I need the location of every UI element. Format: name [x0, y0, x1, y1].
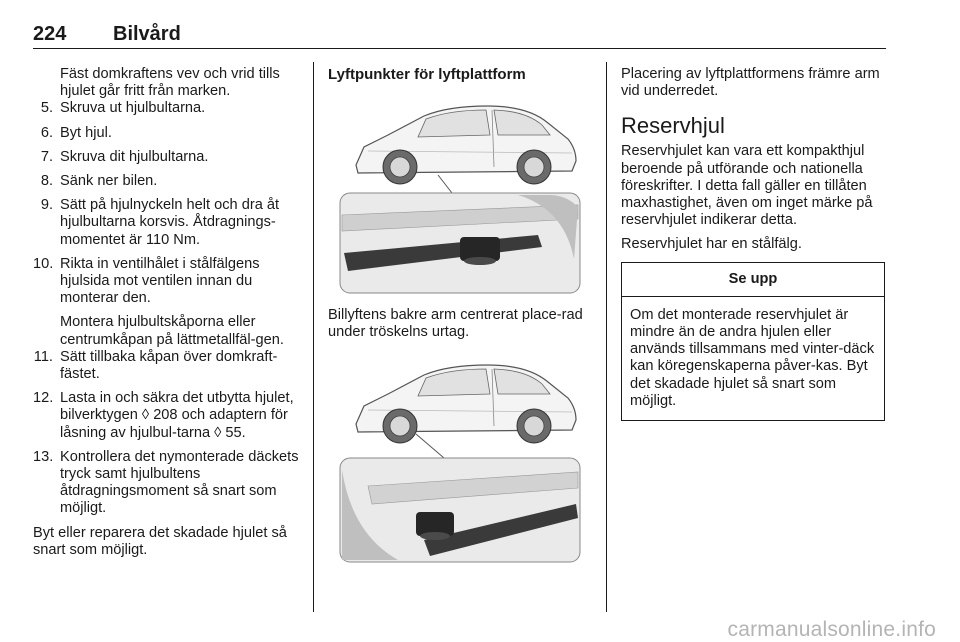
column-divider-right — [606, 62, 607, 612]
section-heading-lift-points: Lyftpunkter för lyftplattform — [328, 66, 526, 83]
spare-wheel-paragraph: Reservhjulet kan vara ett kompakthjul beroende på utförande och nationella föreskrifter. I detta fall gäller en tillåten maxhastighet, även om inget märke på reservhjulet indikerar detta. — [621, 143, 873, 229]
step-10-subparagraph: Montera hjulbultskåporna eller centrumkåpan på lättmetallfäl-gen. — [60, 314, 284, 348]
step-text: Sätt tillbaka kåpan över domkraft-fästet. — [60, 348, 278, 383]
warning-title: Se upp — [622, 263, 884, 297]
page-number: 224 — [33, 23, 67, 45]
step-number: 5. — [40, 100, 53, 117]
list-item-step-12 — [33, 390, 303, 442]
list-item-step-13 — [33, 449, 303, 518]
step-number: 8. — [40, 173, 53, 190]
step-number: 13. — [33, 448, 54, 465]
step-number: 7. — [40, 148, 53, 165]
step-text: Sänk ner bilen. — [60, 173, 158, 190]
figure-rear-lift-point — [328, 89, 590, 297]
list-item-step-9 — [33, 197, 303, 249]
step-text: Skruva dit hjulbultarna. — [60, 148, 209, 165]
list-item-step-8 — [33, 173, 303, 190]
step-number: 10. — [33, 255, 54, 272]
intro-paragraph: Fäst domkraftens vev och vrid tills hjulet går fritt från marken. — [60, 66, 280, 100]
step-number: 9. — [40, 197, 53, 214]
list-item-step-6 — [33, 125, 303, 142]
list-item-step-7 — [33, 149, 303, 166]
column-spare-wheel — [621, 66, 885, 421]
column-divider-left — [313, 62, 314, 612]
step-text: Rikta in ventilhålet i stålfälgens hjulsida mot ventilen innan du monterar den. — [60, 255, 260, 307]
column-lift-points — [328, 66, 590, 566]
step-number: 11. — [33, 348, 53, 365]
step-number: 6. — [40, 124, 53, 141]
step-text: Byt hjul. — [60, 124, 112, 141]
warning-text: Om det monterade reservhjulet är mindre än de andra hjulen eller används tillsammans med vinter-däck kan köregenskaperna påver-kas. Byt det skadade hjulet så snart som möjligt. — [630, 306, 875, 409]
header-divider — [33, 48, 886, 49]
lift-front-description: Placering av lyftplattformens främre arm vid underredet. — [621, 66, 880, 100]
step-text: Skruva ut hjulbultarna. — [60, 100, 206, 117]
column-instructions — [33, 66, 303, 559]
step-text: Sätt på hjulnyckeln helt och dra åt hjulbultarna korsvis. Åtdragnings-momentet är 110 Nm. — [60, 197, 280, 248]
step-number: 12. — [33, 390, 54, 407]
list-item-step-10 — [33, 256, 303, 308]
step-text: Lasta in och säkra det utbytta hjulet, bilverktygen ◊ 208 och adaptern för låsning av hjulbul-tarna ◊ 55. — [60, 390, 294, 441]
steel-rim-paragraph: Reservhjulet har en stålfälg. — [621, 236, 802, 253]
section-heading-spare-wheel: Reservhjul — [621, 113, 725, 139]
figure-front-lift-point — [328, 354, 590, 566]
list-item-step-5 — [33, 100, 303, 117]
step-text: Kontrollera det nymonterade däckets tryck samt hjulbultens åtdragningsmoment så snart som möjligt. — [60, 448, 299, 517]
figure-caption: Billyftens bakre arm centrerat place-rad under tröskelns urtag. — [328, 307, 583, 341]
watermark: carmanualsonline.info — [727, 617, 936, 641]
page-title: Bilvård — [113, 23, 181, 45]
warning-box — [621, 262, 885, 421]
outro-paragraph: Byt eller reparera det skadade hjulet så snart som möjligt. — [33, 524, 287, 558]
list-item-step-11 — [33, 349, 303, 383]
